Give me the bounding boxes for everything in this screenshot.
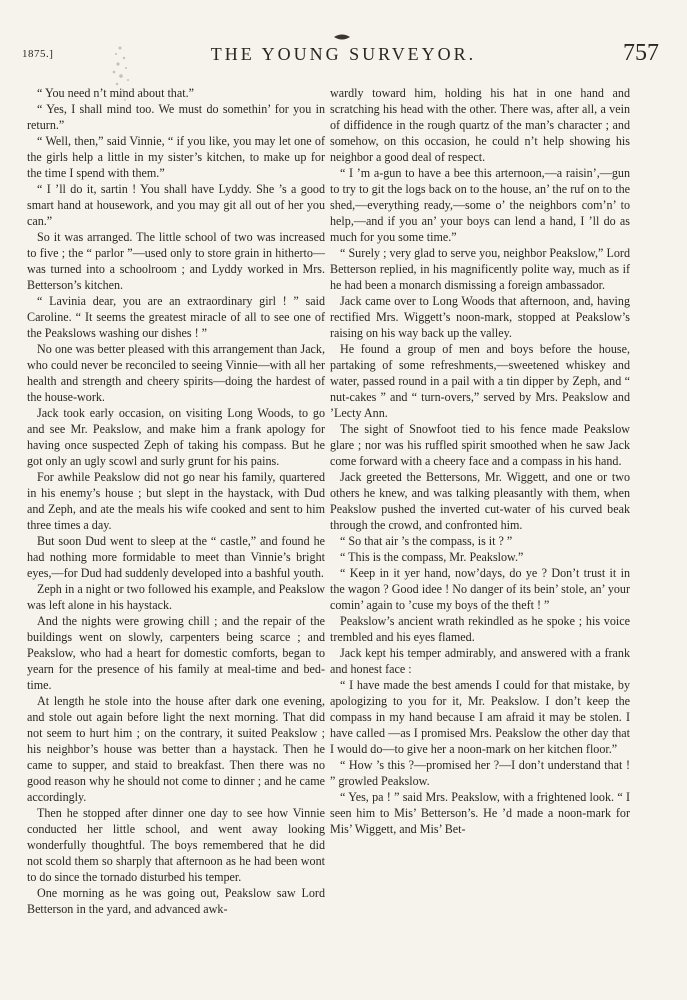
paragraph: And the nights were growing chill ; and the repair of the buildings went on slowly, carpenters being scarce ; and Peakslow, who had a heart for domestic comforts, began to yearn for the presence of his family at meal-time and bed-time. xyxy=(27,614,325,692)
paragraph: “ Lavinia dear, you are an extraordinary girl ! ” said Caroline. “ It seems the greatest miracle of all to see one of the Peakslows washing our dishes ! ” xyxy=(27,294,325,340)
paragraph: So it was arranged. The little school of two was increased to five ; the “ parlor ”—used only to store grain in hitherto—was turned into a schoolroom ; and Lyddy worked in Mrs. Betterson’s kitchen. xyxy=(27,230,325,292)
paragraph: “ How ’s this ?—promised her ?—I don’t understand that ! ” growled Peakslow. xyxy=(330,758,630,788)
paragraph: “ I have made the best amends I could for that mistake, by apologizing to you for it, Mr. Peakslow. I don’t keep the compass in my hand because I am afraid it may be stolen. I have called —as I promised Mrs. Peakslow the other day that I would do—to give her a noon-mark on her kitchen floor.” xyxy=(330,678,630,756)
paragraph: For awhile Peakslow did not go near his family, quartered in his enemy’s house ; but slept in the haystack, with Dud and Zeph, and ate the meals his wife cooked and sent to him three times a day. xyxy=(27,470,325,532)
paragraph: But soon Dud went to sleep at the “ castle,” and found he had nothing more formidable to meet than Vinnie’s bright eyes,—for Dud had suddenly developed into a bashful youth. xyxy=(27,534,325,580)
paragraph: Peakslow’s ancient wrath rekindled as he spoke ; his voice trembled and his eyes flamed. xyxy=(330,614,630,644)
paragraph: Jack took early occasion, on visiting Long Woods, to go and see Mr. Peakslow, and make him a frank apology for having once suspected Zeph of taking his compass. But he got only an ugly scowl and surly grunt for his pains. xyxy=(27,406,325,468)
paragraph: “ You need n’t mind about that.” xyxy=(37,86,194,100)
right-column xyxy=(330,85,630,837)
paragraph: “ So that air ’s the compass, is it ? ” xyxy=(340,534,513,548)
paragraph: “ Yes, pa ! ” said Mrs. Peakslow, with a frightened look. “ I seen him to Mis’ Betterson’s. He ’d made a noon-mark for Mis’ Wiggett, and Mis’ Bet- xyxy=(330,790,630,836)
paragraph: “ Keep in it yer hand, now’days, do ye ? Don’t trust it in the wagon ? Good idee ! No danger of its bein’ stole, an’ your comin’ again to ’cuse my boys of the theft ! ” xyxy=(330,566,630,612)
paragraph: wardly toward him, holding his hat in one hand and scratching his head with the other. There was, after all, a vein of diffidence in the rough quartz of the man’s character ; and somehow, on this occasion, he could n’t help showing his neighbor a good deal of respect. xyxy=(330,86,630,164)
paragraph: Zeph in a night or two followed his example, and Peakslow was left alone in his haystack. xyxy=(27,582,325,612)
paragraph: One morning as he was going out, Peakslow saw Lord Betterson in the yard, and advanced awk- xyxy=(27,886,325,916)
paragraph: Jack kept his temper admirably, and answered with a frank and honest face : xyxy=(330,646,630,676)
paragraph: No one was better pleased with this arrangement than Jack, who could never be reconciled to seeing Vinnie—with all her health and strength and cheery spirits—doing the hardest of the house-work. xyxy=(27,342,325,404)
paragraph: Then he stopped after dinner one day to see how Vinnie conducted her little school, and went away looking wonderfully thoughtful. The boys remembered that he did not scold them so sharply that afternoon as he had been wont to do since the tornado disturbed his temper. xyxy=(27,806,325,884)
header-ornament-icon xyxy=(332,32,352,42)
paragraph: “ I ’ll do it, sartin ! You shall have Lyddy. She ’s a good smart hand at housework, and you may git all out of her you can.” xyxy=(27,182,325,228)
page-header xyxy=(0,40,687,80)
running-title: THE YOUNG SURVEYOR. xyxy=(210,44,477,64)
paragraph: “ Surely ; very glad to serve you, neighbor Peakslow,” Lord Betterson replied, in his magnificently polite way, much as if he had been a monarch dismissing a foreign ambassador. xyxy=(330,246,630,292)
page-number: 757 xyxy=(623,40,659,66)
paragraph: “ Well, then,” said Vinnie, “ if you like, you may let one of the girls help a little in my sister’s kitchen, to make up for the time I spend with them.” xyxy=(27,134,325,180)
paragraph: At length he stole into the house after dark one evening, and stole out again before light the next morning. That did not seem to hurt him ; on the contrary, it suited Peakslow ; his neighbor’s house was better than a haystack. Then he came to supper, and staid to breakfast. Then there was no good reason why he should not come to dinner ; and he came accordingly. xyxy=(27,694,325,804)
paragraph: Jack greeted the Bettersons, Mr. Wiggett, and one or two others he knew, and was talking pleasantly with them, when Peakslow pushed the inverted cut-water of his curved beak through the crowd, and confronted him. xyxy=(330,470,630,532)
paragraph: “ I ’m a-gun to have a bee this arternoon,—a raisin’,—gun to try to git the logs back on to the house, an’ the ruf on to the shed,—everything ready,—some o’ the neighbors com’n’ to help,—and if you an’ your boys can lend a hand, I ’ll do as much for you some time.” xyxy=(330,166,630,244)
paragraph: The sight of Snowfoot tied to his fence made Peakslow glare ; nor was his ruffled spirit smoothed when he saw Jack come forward with a cheery face and a compass in his hand. xyxy=(330,422,630,468)
paragraph: Jack came over to Long Woods that afternoon, and, having rectified Mrs. Wiggett’s noon-mark, stopped at Peakslow’s raising on his way back up the valley. xyxy=(330,294,630,340)
paragraph: “ Yes, I shall mind too. We must do somethin’ for you in return.” xyxy=(27,102,325,132)
volume-year: 1875.] xyxy=(22,48,54,60)
paragraph: He found a group of men and boys before the house, partaking of some refreshments,—sweetened whiskey and water, passed round in a pail with a tin dipper by Zeph, and “ nut-cakes ” and “ turn-overs,” served by Mrs. Peakslow and ’Lecty Ann. xyxy=(330,342,630,420)
left-column xyxy=(27,85,325,917)
paragraph: “ This is the compass, Mr. Peakslow.” xyxy=(340,550,524,564)
